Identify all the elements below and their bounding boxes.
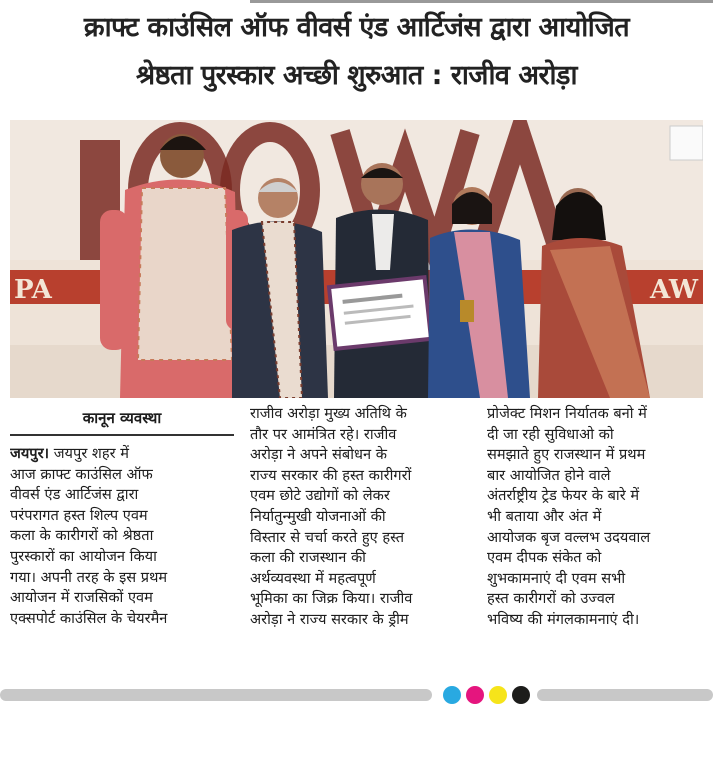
text-line: अरोड़ा ने अपने संबोधन के [250,446,387,464]
text-line: समझाते हुए राजस्थान में प्रथम [487,446,646,464]
text-line: पुरस्कारों का आयोजन किया [10,547,157,565]
top-divider [250,0,713,3]
text-line: तौर पर आमंत्रित रहे। राजीव [250,425,397,443]
text-line: राजीव अरोड़ा मुख्य अतिथि के [250,405,407,422]
article-column-2 [250,404,474,631]
text-line: आज क्राफ्ट काउंसिल ऑफ [10,465,153,483]
text-line: गया। अपनी तरह के इस प्रथम [10,568,168,586]
text-line: परंपरागत हस्त शिल्प एवम [10,506,148,524]
text-line: भविष्य की मंगलकामनाएं दी। [487,610,640,628]
text-line: शुभकामनाएं दी एवम सभी [487,569,626,587]
text-line: आयोजन में राजसिकों एवम [10,589,153,607]
bottom-bar-right [537,689,713,701]
text-line: दी जा रही सुविधाओ को [487,425,614,443]
text-line: एक्सपोर्ट काउंसिल के चेयरमैन [10,609,168,627]
text-line: अंतर्राष्ट्रीय ट्रेड फेयर के बारे में [487,487,640,505]
headline-line-2: श्रेष्ठता पुरस्कार अच्छी शुरुआत : राजीव अरोड़ा [136,60,577,91]
text-line: एवम दीपक संकेत को [487,549,602,567]
text-line: हस्त कारीगरों को उज्वल [487,590,615,608]
magenta-dot [466,686,484,704]
text-line: विस्तार से चर्चा करते हुए हस्त [250,528,405,546]
headline-line-1: क्राफ्ट काउंसिल ऑफ वीवर्स एंड आर्टिजंस द्वारा आयोजित [83,12,630,43]
article-column-1 [10,404,234,629]
text-line: प्रोजेक्ट मिशन निर्यातक बनो में [487,405,647,422]
text-line: भी बताया और अंत में [487,507,602,525]
text-line: आयोजक बृज वल्लभ उदयवाल [487,528,651,546]
text-line: अरोड़ा ने राज्य सरकार के ड्रीम [250,610,409,628]
text-line: एवम छोटे उद्योगों को लेकर [250,487,390,505]
dateline: जयपुर। [10,445,50,462]
yellow-dot [489,686,507,704]
text-line: भूमिका का जिक्र किया। राजीव [250,590,413,608]
column-1-text [10,444,234,629]
text-line: निर्यातुन्मुखी योजनाओं की [250,507,386,525]
certificate [329,277,431,349]
banner-text-right: AW [650,275,699,305]
text-line-rest: जयपुर शहर में [49,445,129,462]
banner-text-left: PA [14,275,52,305]
article-column-3 [487,404,711,631]
text-line: कला के कारीगरों को श्रेष्ठता [10,527,154,545]
text-line: अर्थव्यवस्था में महत्वपूर्ण [250,569,376,587]
headline [0,4,713,100]
photo-illustration [10,120,703,398]
section-heading: कानून व्यवस्था [10,404,234,436]
text-line [10,444,234,465]
award-ceremony-photo [10,120,703,398]
bottom-bar-left [0,689,432,701]
text-line: वीवर्स एंड आर्टिजंस द्वारा [10,486,139,504]
text-line: कला की राजस्थान की [250,549,366,567]
black-dot [512,686,530,704]
text-line: बार आयोजित होने वाले [487,466,611,484]
text-line: राज्य सरकार की हस्त कारीगरों [250,466,412,484]
cyan-dot [443,686,461,704]
